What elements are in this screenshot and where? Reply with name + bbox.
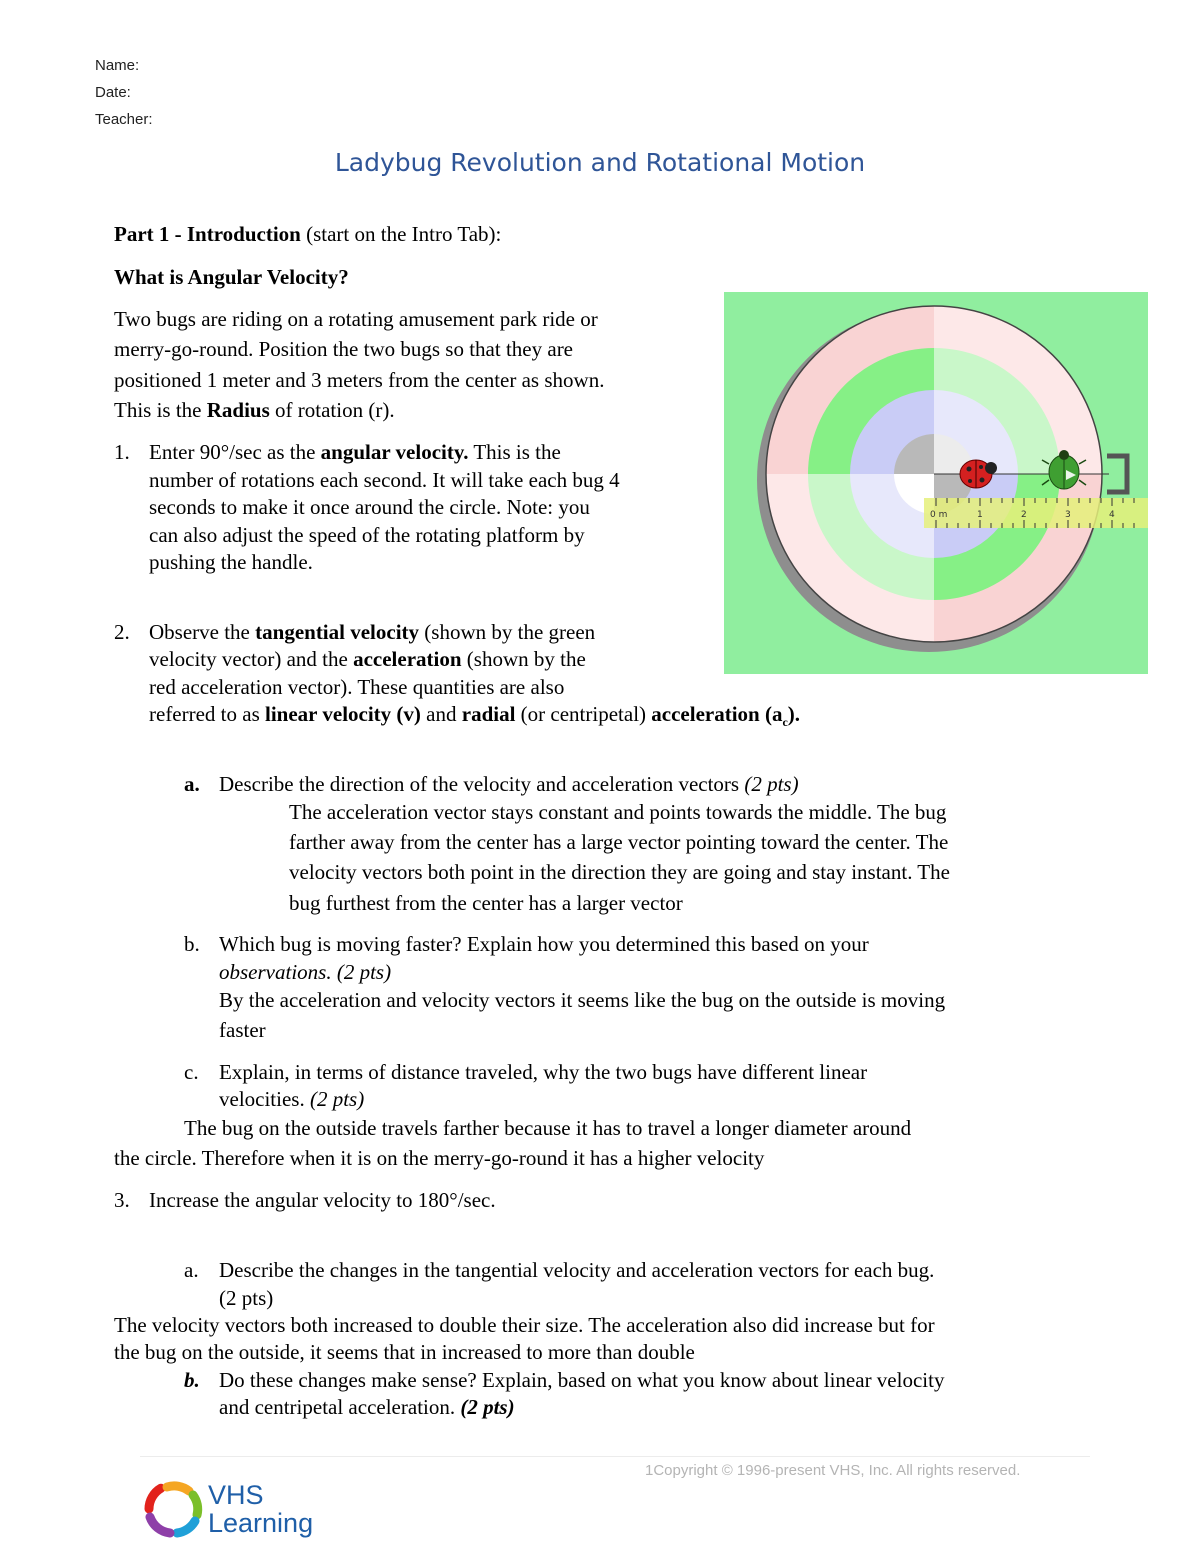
subscript-c: c (782, 715, 788, 730)
q2c-question-line-1: Explain, in terms of distance traveled, why the two bugs have different linear (219, 1060, 868, 1084)
q2b-label: b. (184, 932, 200, 956)
q2c-question-text: velocities. (219, 1087, 310, 1111)
q2c-label: c. (184, 1060, 199, 1084)
angular-velocity-term: angular velocity. (320, 440, 469, 464)
item2-line-4 (149, 701, 800, 736)
date-label: Date: (95, 84, 131, 101)
item2-line-1 (149, 619, 595, 646)
ruler-label-0: 0 m (930, 510, 948, 520)
part1-heading-rest: (start on the Intro Tab): (300, 222, 502, 246)
ruler-label-4: 4 (1109, 510, 1115, 520)
q2b-question-line-1: Which bug is moving faster? Explain how you determined this based on your (219, 932, 869, 956)
part1-subheading: What is Angular Velocity? (114, 265, 349, 289)
q3b-points: (2 pts) (460, 1395, 515, 1419)
q2c-answer-line-1: The bug on the outside travels farther because it has to travel a longer diameter around (184, 1116, 912, 1140)
page-title: Ladybug Revolution and Rotational Motion (334, 148, 866, 177)
acceleration-term: acceleration (353, 647, 462, 671)
intro-line-3: positioned 1 meter and 3 meters from the center as shown. (114, 368, 605, 392)
vhs-learning-logo (140, 1478, 340, 1540)
radius-term: Radius (206, 398, 270, 422)
item1-line-2: number of rotations each second. It will take each bug 4 (149, 468, 620, 492)
item2-line-4-e: (or centripetal) (515, 702, 652, 726)
q3a-question-line-1: Describe the changes in the tangential velocity and acceleration vectors for each bug. (219, 1258, 935, 1282)
q3a-question-line-2: (2 pts) (219, 1286, 274, 1310)
item2-line-1-c: (shown by the green (419, 620, 596, 644)
q2a-question-text: Describe the direction of the velocity and acceleration vectors (219, 772, 745, 796)
item1-line-1 (149, 439, 561, 466)
logo-text-learning: Learning (208, 1508, 314, 1538)
q3b-question-line-2 (219, 1394, 515, 1421)
q3a-answer-line-2: the bug on the outside, it seems that in increased to more than double (114, 1340, 695, 1364)
footer-divider (140, 1456, 1090, 1457)
q2a-answer-line-3: velocity vectors both point in the direction they are going and stay instant. The (289, 860, 950, 884)
ruler-label-1: 1 (977, 510, 983, 520)
intro-line-4-c: of rotation (r). (269, 398, 395, 422)
item1-line-5: pushing the handle. (149, 550, 313, 574)
item2-line-3: red acceleration vector). These quantities are also (149, 675, 565, 699)
ruler (924, 498, 1148, 528)
q3b-label: b. (184, 1368, 200, 1392)
q2b-answer-line-2: faster (219, 1018, 266, 1042)
teacher-label: Teacher: (95, 111, 153, 128)
q2a-label: a. (184, 772, 200, 796)
item2-line-2 (149, 646, 586, 673)
q2b-answer-line-1: By the acceleration and velocity vectors it seems like the bug on the outside is moving (219, 988, 946, 1012)
item3-number: 3. (114, 1188, 130, 1212)
item2-line-4-a: referred to as (149, 702, 266, 726)
radial-acceleration-term: acceleration (a (651, 702, 783, 726)
item2-line-2-c: (shown by the (461, 647, 586, 671)
name-label: Name: (95, 57, 140, 74)
linear-velocity-term: linear velocity (v) (265, 702, 421, 726)
q2a-answer-line-4: bug furthest from the center has a larger vector (289, 891, 683, 915)
q2c-answer-line-2: the circle. Therefore when it is on the merry-go-round it has a higher velocity (114, 1146, 765, 1170)
ruler-label-3: 3 (1065, 510, 1071, 520)
q2a-question (219, 771, 799, 798)
item1-line-1-c: This is the (468, 440, 561, 464)
part1-heading (114, 221, 501, 248)
q2c-question-line-2 (219, 1086, 364, 1113)
item2-number: 2. (114, 620, 130, 644)
item1-line-1-a: Enter 90°/sec as the (149, 440, 321, 464)
item2-line-4-g: ). (787, 702, 801, 726)
q2c-points: (2 pts) (309, 1087, 365, 1111)
item3-line-1: Increase the angular velocity to 180°/sec. (149, 1188, 496, 1212)
merry-go-round-simulation (724, 292, 1148, 674)
q2b-question-line-2: observations. (2 pts) (219, 960, 392, 984)
q3b-question-text: and centripetal acceleration. (219, 1395, 461, 1419)
q3a-answer-line-1: The velocity vectors both increased to double their size. The acceleration also did increase but for (114, 1313, 935, 1337)
ruler-label-2: 2 (1021, 510, 1027, 520)
intro-line-4-a: This is the (114, 398, 207, 422)
intro-line-2: merry-go-round. Position the two bugs so that they are (114, 337, 574, 361)
item1-line-4: can also adjust the speed of the rotating platform by (149, 523, 585, 547)
q3a-label: a. (184, 1258, 199, 1282)
radial-term: radial (461, 702, 516, 726)
item2-line-1-a: Observe the (149, 620, 256, 644)
q3b-question-line-1: Do these changes make sense? Explain, based on what you know about linear velocity (219, 1368, 945, 1392)
logo-text-vhs: VHS (208, 1480, 264, 1510)
q2a-points: (2 pts) (744, 772, 799, 796)
part1-heading-bold: Part 1 - Introduction (114, 222, 301, 246)
q2a-answer-line-1: The acceleration vector stays constant and points towards the middle. The bug (289, 800, 947, 824)
item1-number: 1. (114, 440, 130, 464)
intro-line-4 (114, 397, 395, 424)
footer-copyright: 1Copyright © 1996-present VHS, Inc. All rights reserved. (645, 1462, 1021, 1479)
item1-line-3: seconds to make it once around the circle. Note: you (149, 495, 590, 519)
intro-line-1: Two bugs are riding on a rotating amusement park ride or (114, 307, 598, 331)
item2-line-4-c: and (420, 702, 462, 726)
item2-line-2-a: velocity vector) and the (149, 647, 354, 671)
vhs-logo-icon (140, 1478, 206, 1540)
tangential-velocity-term: tangential velocity (255, 620, 420, 644)
q2a-answer-line-2: farther away from the center has a large vector pointing toward the center. The (289, 830, 949, 854)
